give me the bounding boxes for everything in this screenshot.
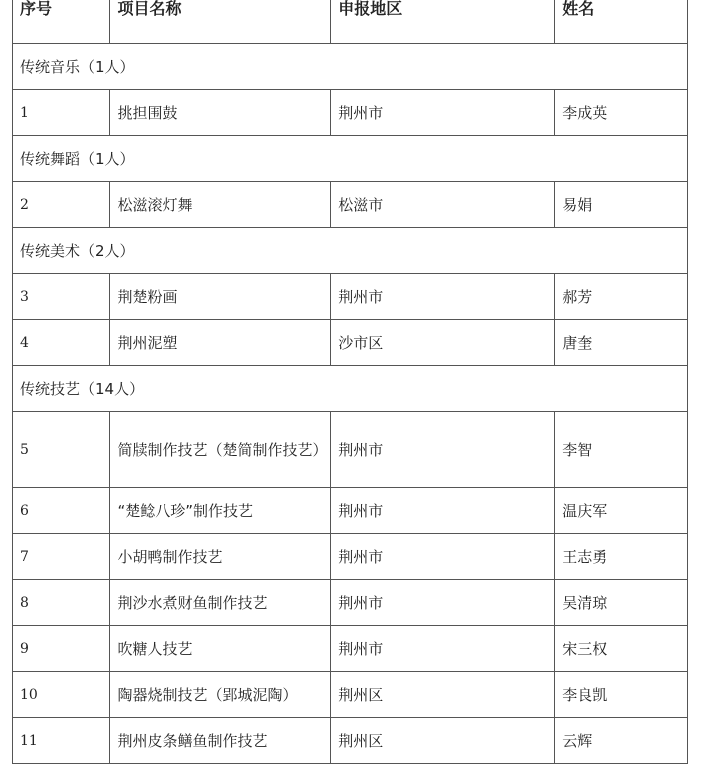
cell-person-name: 李良凯 — [555, 672, 688, 718]
cell-person-name: 王志勇 — [555, 534, 688, 580]
table-row — [13, 672, 688, 718]
header-serial-number: 序号 — [13, 0, 110, 44]
heritage-inheritors-table — [12, 0, 688, 764]
header-region: 申报地区 — [331, 0, 555, 44]
category-label: 传统舞蹈（1人） — [13, 136, 688, 182]
cell-serial-number: 10 — [13, 672, 110, 718]
header-person-name: 姓名 — [555, 0, 688, 44]
cell-project-name: 小胡鸭制作技艺 — [110, 534, 331, 580]
cell-person-name: 宋三权 — [555, 626, 688, 672]
table-body — [13, 44, 688, 764]
table-row — [13, 274, 688, 320]
category-label: 传统美术（2人） — [13, 228, 688, 274]
cell-person-name: 易娟 — [555, 182, 688, 228]
table-row — [13, 534, 688, 580]
cell-serial-number: 3 — [13, 274, 110, 320]
category-row — [13, 228, 688, 274]
cell-project-name: 荆州皮条鳝鱼制作技艺 — [110, 718, 331, 764]
table-row — [13, 718, 688, 764]
table-row — [13, 182, 688, 228]
cell-project-name: 挑担围鼓 — [110, 90, 331, 136]
category-row — [13, 44, 688, 90]
cell-region: 松滋市 — [331, 182, 555, 228]
cell-person-name: 唐奎 — [555, 320, 688, 366]
cell-region: 荆州市 — [331, 580, 555, 626]
cell-person-name: 李智 — [555, 412, 688, 488]
header-project-name: 项目名称 — [110, 0, 331, 44]
cell-project-name: “楚鲶八珍”制作技艺 — [110, 488, 331, 534]
cell-region: 荆州市 — [331, 274, 555, 320]
heritage-inheritors-table-container — [12, 0, 688, 764]
cell-region: 荆州区 — [331, 718, 555, 764]
cell-region: 荆州区 — [331, 672, 555, 718]
category-label: 传统技艺（14人） — [13, 366, 688, 412]
cell-project-name: 简牍制作技艺（楚简制作技艺） — [110, 412, 331, 488]
cell-person-name: 吴清琼 — [555, 580, 688, 626]
cell-region: 沙市区 — [331, 320, 555, 366]
cell-serial-number: 11 — [13, 718, 110, 764]
cell-project-name: 陶器烧制技艺（郢城泥陶） — [110, 672, 331, 718]
table-row — [13, 412, 688, 488]
table-row — [13, 580, 688, 626]
cell-project-name: 荆楚粉画 — [110, 274, 331, 320]
table-header-row — [13, 0, 688, 44]
cell-serial-number: 7 — [13, 534, 110, 580]
cell-region: 荆州市 — [331, 488, 555, 534]
cell-project-name: 松滋滚灯舞 — [110, 182, 331, 228]
table-row — [13, 90, 688, 136]
cell-region: 荆州市 — [331, 534, 555, 580]
table-row — [13, 488, 688, 534]
category-row — [13, 366, 688, 412]
cell-serial-number: 8 — [13, 580, 110, 626]
cell-project-name: 吹糖人技艺 — [110, 626, 331, 672]
cell-person-name: 郝芳 — [555, 274, 688, 320]
cell-serial-number: 6 — [13, 488, 110, 534]
cell-region: 荆州市 — [331, 626, 555, 672]
cell-serial-number: 9 — [13, 626, 110, 672]
cell-serial-number: 4 — [13, 320, 110, 366]
category-label: 传统音乐（1人） — [13, 44, 688, 90]
cell-serial-number: 2 — [13, 182, 110, 228]
cell-person-name: 李成英 — [555, 90, 688, 136]
cell-serial-number: 1 — [13, 90, 110, 136]
cell-person-name: 温庆军 — [555, 488, 688, 534]
cell-project-name: 荆州泥塑 — [110, 320, 331, 366]
cell-region: 荆州市 — [331, 412, 555, 488]
cell-region: 荆州市 — [331, 90, 555, 136]
table-row — [13, 320, 688, 366]
category-row — [13, 136, 688, 182]
cell-serial-number: 5 — [13, 412, 110, 488]
table-row — [13, 626, 688, 672]
cell-person-name: 云辉 — [555, 718, 688, 764]
cell-project-name: 荆沙水煮财鱼制作技艺 — [110, 580, 331, 626]
